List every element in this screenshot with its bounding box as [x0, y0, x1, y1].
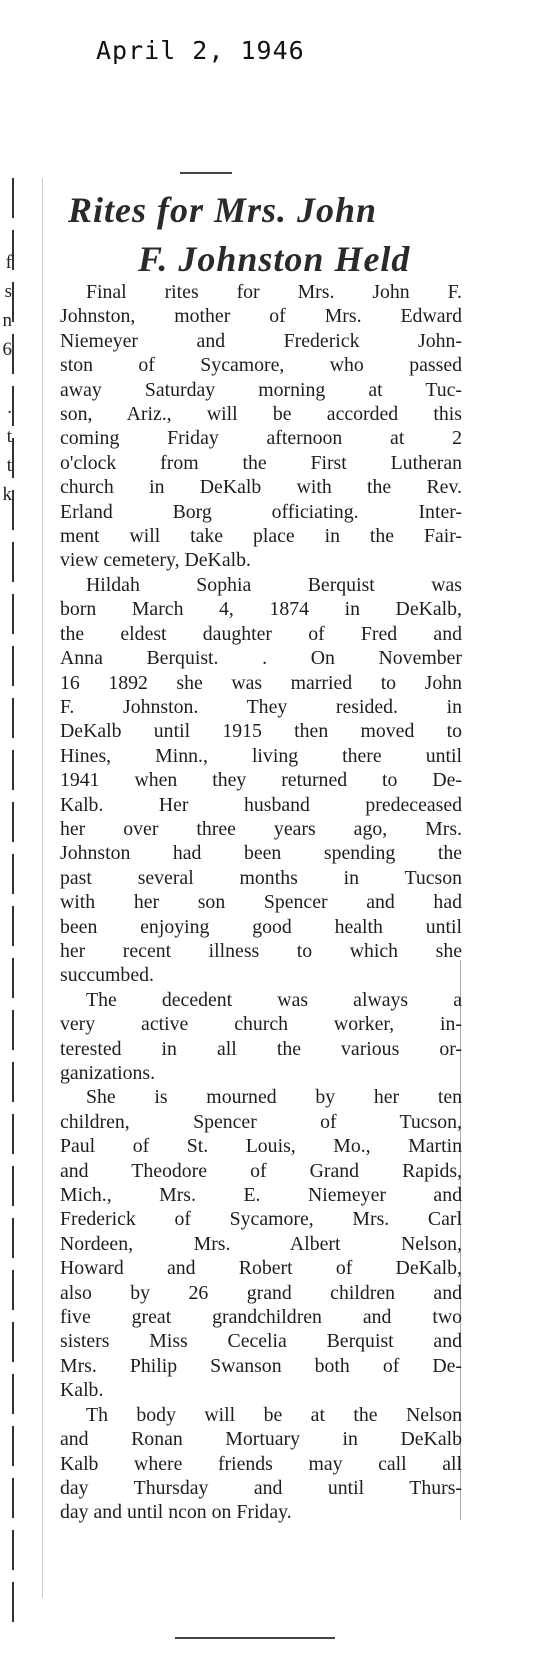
- article-line: sisters Miss Cecelia Berquist and: [60, 1330, 462, 1353]
- headline: [64, 186, 464, 284]
- article-line: Kalb where friends may call all: [60, 1452, 462, 1475]
- article-paragraph: [60, 573, 462, 988]
- article-line: Erland Borg officiating. Inter-: [60, 500, 462, 523]
- article-line: Final rites for Mrs. John F.: [86, 281, 462, 303]
- article-line: Johnston had been spending the: [60, 842, 462, 865]
- bottom-rule: [175, 1637, 335, 1639]
- article-line: her recent illness to which she: [60, 939, 462, 962]
- article-line: 16 1892 she was married to John: [60, 671, 462, 694]
- neighbor-fragment: s: [4, 281, 12, 302]
- article-line: Th body will be at the Nelson: [86, 1403, 462, 1426]
- article-paragraph: [60, 988, 462, 1086]
- article-line: o'clock from the First Lutheran: [60, 451, 462, 474]
- clipping-left-edge: [42, 178, 43, 1598]
- article-paragraph: [60, 1403, 462, 1525]
- article-line: coming Friday afternoon at 2: [60, 427, 462, 450]
- article-line: Howard and Robert of DeKalb,: [60, 1257, 462, 1280]
- article-line: Frederick of Sycamore, Mrs. Carl: [60, 1208, 462, 1231]
- article-line: Nordeen, Mrs. Albert Nelson,: [60, 1232, 462, 1255]
- neighbor-fragment: t: [6, 455, 12, 476]
- article-line: away Saturday morning at Tuc-: [60, 378, 462, 401]
- neighbor-fragment: f: [5, 252, 12, 273]
- left-column-rule: [12, 178, 14, 1628]
- article-line: been enjoying good health until: [60, 915, 462, 938]
- article-line: Johnston, mother of Mrs. Edward: [60, 305, 462, 328]
- article-line: with her son Spencer and had: [60, 891, 462, 914]
- article-line: Anna Berquist. . On November: [60, 647, 462, 670]
- article-line: She is mourned by her ten: [86, 1086, 462, 1109]
- neighbor-fragment: .: [7, 397, 12, 418]
- article-paragraph: [60, 280, 462, 573]
- article-line: Paul of St. Louis, Mo., Martin: [60, 1135, 462, 1158]
- article-line: also by 26 grand children and: [60, 1281, 462, 1304]
- article-line: five great grandchildren and two: [60, 1306, 462, 1329]
- article-line: succumbed.: [60, 964, 154, 987]
- article-body: [60, 280, 462, 1525]
- neighbor-fragment: 6: [2, 339, 12, 360]
- neighbor-column-fragments: [0, 248, 12, 509]
- article-line: Hines, Minn., living there until: [60, 744, 462, 767]
- article-line: son, Ariz., will be accorded this: [60, 403, 462, 426]
- article-line: The decedent was always a: [86, 988, 462, 1011]
- article-line: past several months in Tucson: [60, 866, 462, 889]
- article-line: terested in all the various or-: [60, 1037, 462, 1060]
- article-line: 1941 when they returned to De-: [60, 769, 462, 792]
- article-line: F. Johnston. They resided. in: [60, 695, 462, 718]
- article-line: ston of Sycamore, who passed: [60, 354, 462, 377]
- typed-date: April 2, 1946: [96, 36, 305, 65]
- article-line: children, Spencer of Tucson,: [60, 1110, 462, 1133]
- article-line: Hildah Sophia Berquist was: [86, 573, 462, 596]
- article-line: and Theodore of Grand Rapids,: [60, 1159, 462, 1182]
- neighbor-fragment: k: [2, 484, 12, 505]
- article-line: and Ronan Mortuary in DeKalb: [60, 1428, 462, 1451]
- article-line: Kalb.: [60, 1379, 104, 1402]
- article-line: Niemeyer and Frederick John-: [60, 329, 462, 352]
- article-line: DeKalb until 1915 then moved to: [60, 720, 462, 743]
- headline-line-2: F. Johnston Held: [138, 239, 411, 279]
- neighbor-fragment: n: [2, 310, 12, 331]
- neighbor-fragment: [0, 364, 12, 393]
- article-line: Kalb. Her husband predeceased: [60, 793, 462, 816]
- article-line: ganizations.: [60, 1062, 156, 1084]
- article-line: ment will take place in the Fair-: [60, 525, 462, 548]
- article-line: Mrs. Philip Swanson both of De-: [60, 1354, 462, 1377]
- neighbor-fragment: t: [6, 426, 12, 447]
- article-line: day and until ncon on Friday.: [60, 1501, 292, 1524]
- article-line: her over three years ago, Mrs.: [60, 817, 462, 840]
- article-line: day Thursday and until Thurs-: [60, 1476, 462, 1499]
- article-line: view cemetery, DeKalb.: [60, 549, 251, 572]
- article-line: born March 4, 1874 in DeKalb,: [60, 598, 462, 621]
- article-line: very active church worker, in-: [60, 1013, 462, 1036]
- article-paragraph: [60, 1085, 462, 1402]
- article-line: Mich., Mrs. E. Niemeyer and: [60, 1184, 462, 1207]
- headline-line-1: Rites for Mrs. John: [68, 190, 378, 230]
- article-line: the eldest daughter of Fred and: [60, 622, 462, 645]
- article-line: church in DeKalb with the Rev.: [60, 476, 462, 499]
- top-rule: [180, 172, 232, 174]
